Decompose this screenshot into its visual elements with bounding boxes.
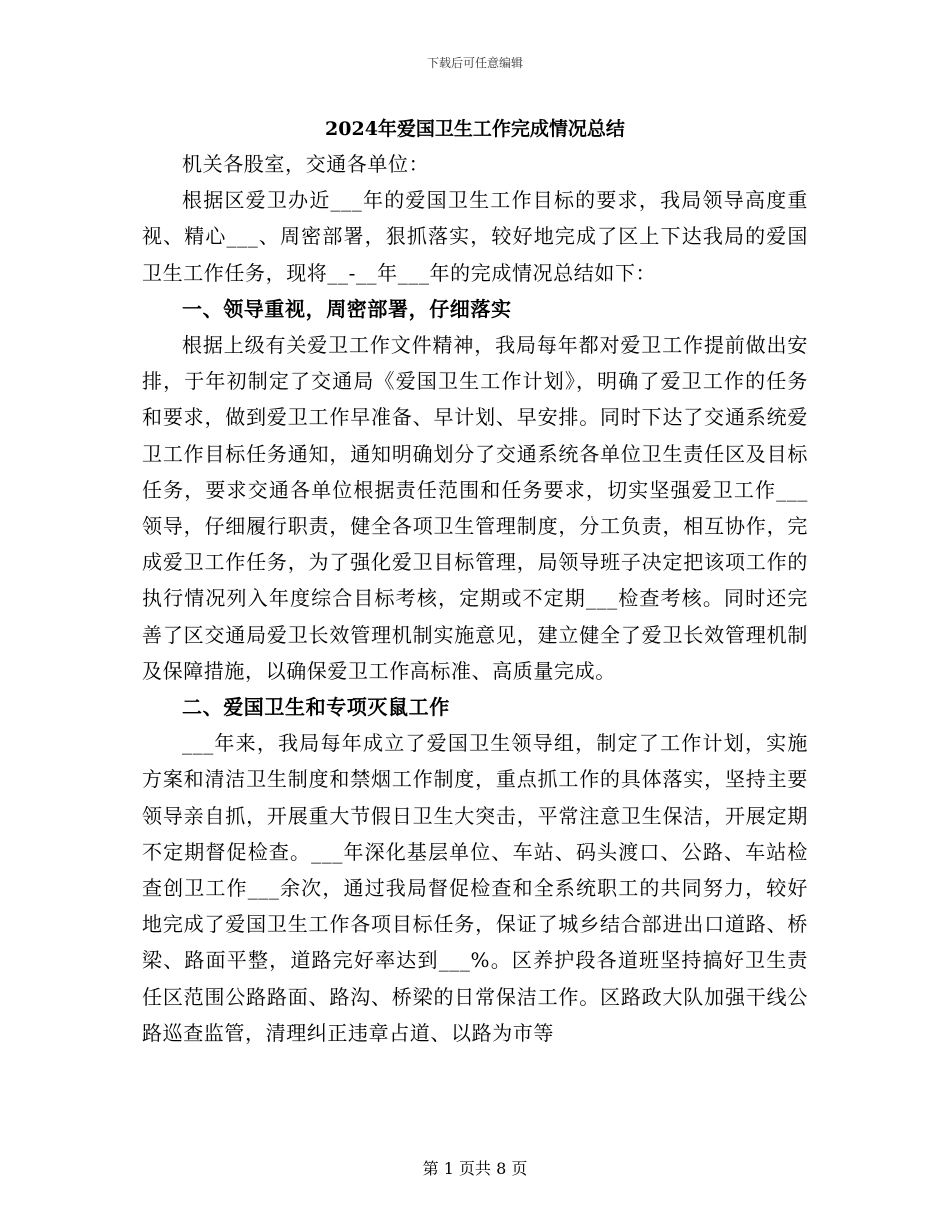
document-title: 2024年爱国卫生工作完成情况总结 <box>325 118 625 140</box>
intro-paragraph: 根据区爱卫办近___年的爱国卫生工作目标的要求，我局领导高度重视、精心___、周密部署，狠抓落实，较好地完成了区上下达我局的爱国卫生工作任务，现将__-__年___年的完成情况总结如下： <box>142 188 808 285</box>
section-body-1: 根据上级有关爱卫工作文件精神，我局每年都对爱卫工作提前做出安排，于年初制定了交通局《爱国卫生工作计划》，明确了爱卫工作的任务和要求，做到爱卫工作早准备、早计划、早安排。同时下达了交通系统爱卫工作目标任务通知，通知明确划分了交通系统各单位卫生责任区及目标任务，要求交通各单位根据责任范围和任务要求，切实坚强爱卫工作___领导，仔细履行职责，健全各项卫生管理制度，分工负责，相互协作，完成爱卫工作任务，为了强化爱卫目标管理，局领导班子决定把该项工作的执行情况列入年度综合目标考核，定期或不定期___检查考核。同时还完善了区交通局爱卫长效管理机制实施意见，建立健全了爱卫长效管理机制及保障措施，以确保爱卫工作高标准、高质量完成。 <box>142 333 808 683</box>
section-heading-2: 二、爱国卫生和专项灭鼠工作 <box>182 695 450 720</box>
section-body-2: ___年来，我局每年成立了爱国卫生领导组，制定了工作计划，实施方案和清洁卫生制度和禁烟工作制度，重点抓工作的具体落实，坚持主要领导亲自抓，开展重大节假日卫生大突击，平常注意卫生保洁，开展定期不定期督促检查。___年深化基层单位、车站、码头渡口、公路、车站检查创卫工作___余次，通过我局督促检查和全系统职工的共同努力，较好地完成了爱国卫生工作各项目标任务，保证了城乡结合部进出口道路、桥梁、路面平整，道路完好率达到___%。区养护段各道班坚持搞好卫生责任区范围公路路面、路沟、桥梁的日常保洁工作。区路政大队加强干线公路巡查监管，清理纠正违章占道、以路为市等 <box>142 731 808 1045</box>
salutation: 机关各股室，交通各单位： <box>182 152 430 176</box>
document-body <box>142 114 808 1051</box>
page-number-footer: 第 1 页共 8 页 <box>422 1159 528 1178</box>
section-heading-1: 一、领导重视，周密部署，仔细落实 <box>182 296 512 321</box>
header-note: 下载后可任意编辑 <box>426 56 523 70</box>
